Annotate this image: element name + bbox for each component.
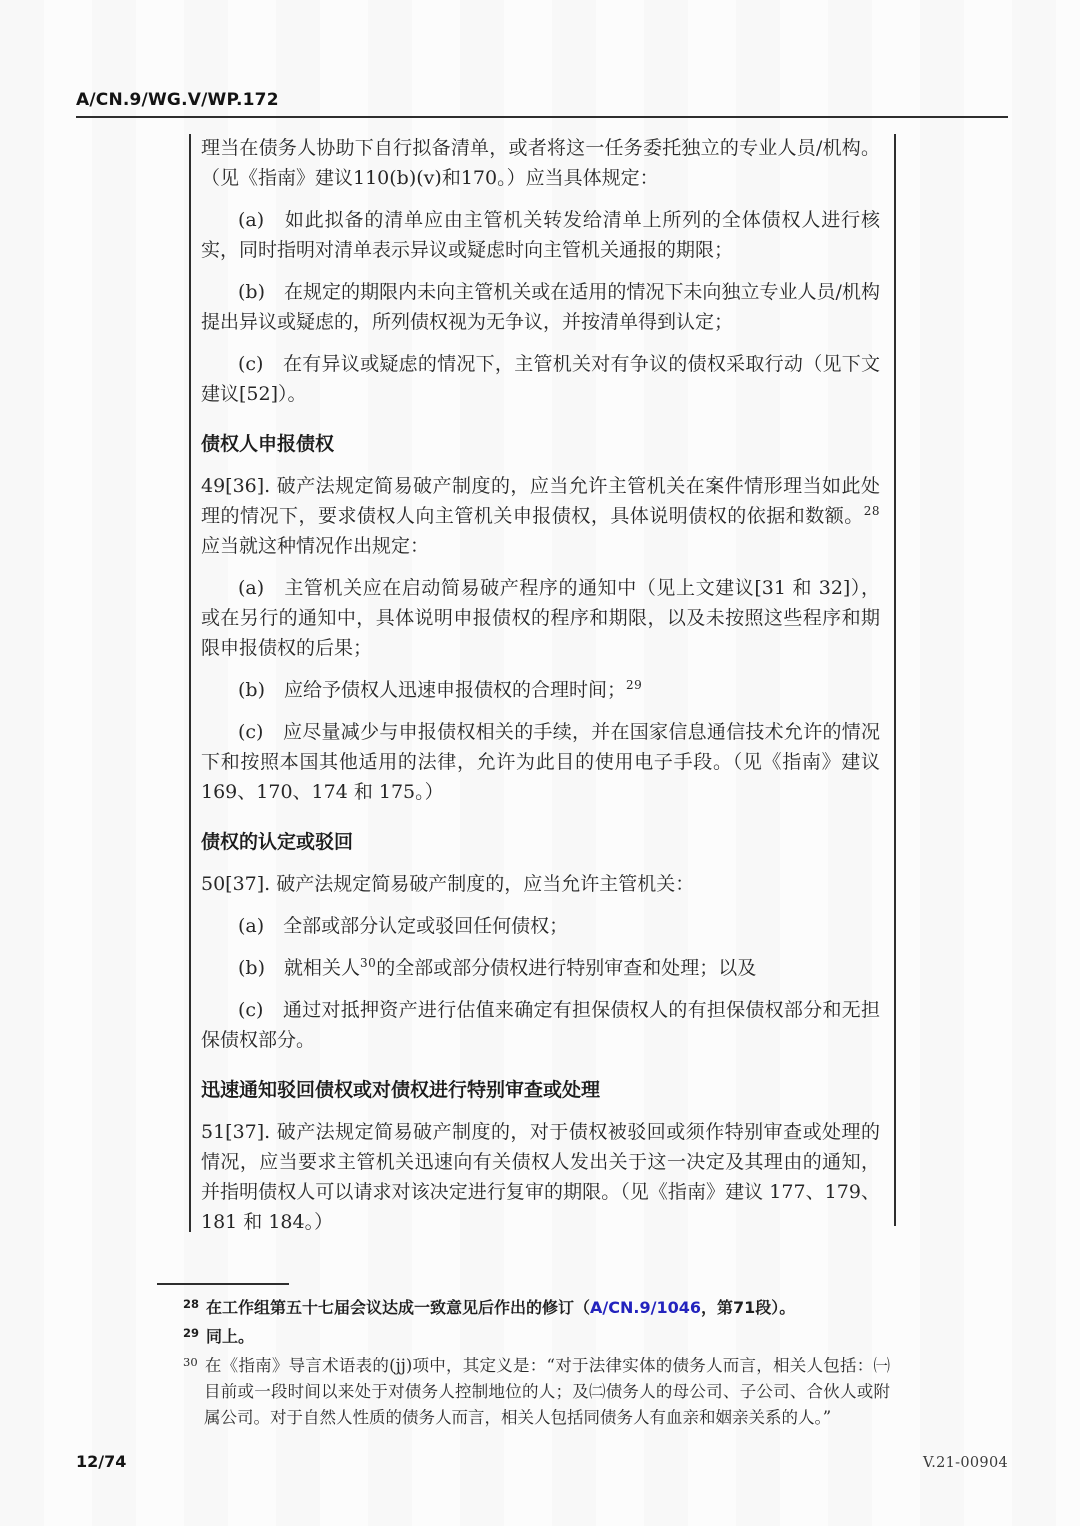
section-heading-claims-admission: 债权的认定或驳回 [201, 831, 354, 853]
paragraph-50: 50[37]. 破产法规定简易破产制度的，应当允许主管机关： [201, 873, 695, 895]
paragraph-51: 51[37]. 破产法规定简易破产制度的，对于债权被驳回或须作特别审查或处理的情况，应当要求主管机关迅速向有关债权人发出关于这一决定及其理由的通知，并指明债权人可以请求对该决定进行复审的期限。（见《指南》建议 177、179、181 和 184。） [201, 1121, 880, 1233]
paragraph-49-text-cont: 应当就这种情况作出规定： [201, 535, 430, 557]
page-number: 12/74 [76, 1452, 127, 1471]
list-item-b-text: (b) 应给予债权人迅速申报债权的合理时间； [238, 679, 626, 701]
footnote-separator-rule [157, 1283, 289, 1285]
footnote-30-marker: 30 [183, 1355, 198, 1369]
footnotes-section [183, 1283, 890, 1431]
list-item-b [201, 675, 880, 705]
footnote-30 [183, 1353, 890, 1431]
page-footer [76, 1452, 1008, 1471]
footnote-28-marker: 28 [183, 1297, 200, 1311]
footnote-28 [183, 1295, 890, 1321]
document-symbol: A/CN.9/WG.V/WP.172 [76, 90, 279, 110]
document-body [201, 133, 880, 1237]
document-code: V.21-00904 [922, 1455, 1008, 1471]
footnote-ref-28: 28 [863, 504, 880, 518]
list-item-b: (b) 在规定的期限内未向主管机关或在适用的情况下未向独立专业人员/机构提出异议或疑虑的，所列债权视为无争议，并按清单得到认定； [201, 281, 880, 333]
footnote-29-text: 同上。 [206, 1327, 255, 1346]
footnote-ref-30: 30 [360, 956, 377, 970]
paragraph-49-text: 49[36]. 破产法规定简易破产制度的，应当允许主管机关在案件情形理当如此处理的情况下，要求债权人向主管机关申报债权，具体说明债权的依据和数额。 [201, 475, 880, 527]
list-item-a: (a) 全部或部分认定或驳回任何债权； [238, 915, 569, 937]
paragraph-49 [201, 471, 880, 561]
footnote-29 [183, 1324, 890, 1350]
list-item-b-text-cont: 的全部或部分债权进行特别审查和处理；以及 [376, 957, 757, 979]
footnote-30-text: 在《指南》导言术语表的(jj)项中，其定义是：“对于法律实体的债务人而言，相关人包括：㈠目前或一段时间以来处于对债务人控制地位的人；及㈡债务人的母公司、子公司、合伙人或附属公司。对于自然人性质的债务人而言，相关人包括同债务人有血亲和姻亲关系的人。” [204, 1356, 890, 1427]
paragraph-intro: 理当在债务人协助下自行拟备清单，或者将这一任务委托独立的专业人员/机构。（见《指南》建议110(b)(v)和170。）应当具体规定： [201, 137, 880, 189]
change-bar-left [189, 134, 191, 1232]
document-link[interactable]: A/CN.9/1046 [590, 1298, 701, 1317]
footnote-28-text-cont: ，第71段）。 [700, 1298, 796, 1317]
change-bar-right [894, 134, 896, 1226]
list-item-c: (c) 通过对抵押资产进行估值来确定有担保债权人的有担保债权部分和无担保债权部分。 [201, 999, 880, 1051]
footnote-ref-29: 29 [626, 678, 643, 692]
header-rule [76, 116, 1008, 118]
list-item-c: (c) 应尽量减少与申报债权相关的手续，并在国家信息通信技术允许的情况下和按照本国其他适用的法律，允许为此目的使用电子手段。（见《指南》建议 169、170、174 和 175。） [201, 721, 880, 803]
list-item-a: (a) 如此拟备的清单应由主管机关转发给清单上所列的全体债权人进行核实，同时指明对清单表示异议或疑虑时向主管机关通报的期限； [201, 209, 880, 261]
list-item-a: (a) 主管机关应在启动简易破产程序的通知中（见上文建议[31 和 32]），或在另行的通知中，具体说明申报债权的程序和期限，以及未按照这些程序和期限申报债权的后果； [201, 577, 880, 659]
footnote-28-text: 在工作组第五十七届会议达成一致意见后作出的修订（ [206, 1298, 591, 1317]
footnote-29-marker: 29 [183, 1326, 200, 1340]
list-item-b-text: (b) 就相关人 [238, 957, 360, 979]
list-item-c: (c) 在有异议或疑虑的情况下，主管机关对有争议的债权采取行动（见下文建议[52]）。 [201, 353, 880, 405]
section-heading-claims-submission: 债权人申报债权 [201, 433, 335, 455]
section-heading-prompt-notice: 迅速通知驳回债权或对债权进行特别审查或处理 [201, 1079, 601, 1101]
list-item-b [201, 953, 880, 983]
